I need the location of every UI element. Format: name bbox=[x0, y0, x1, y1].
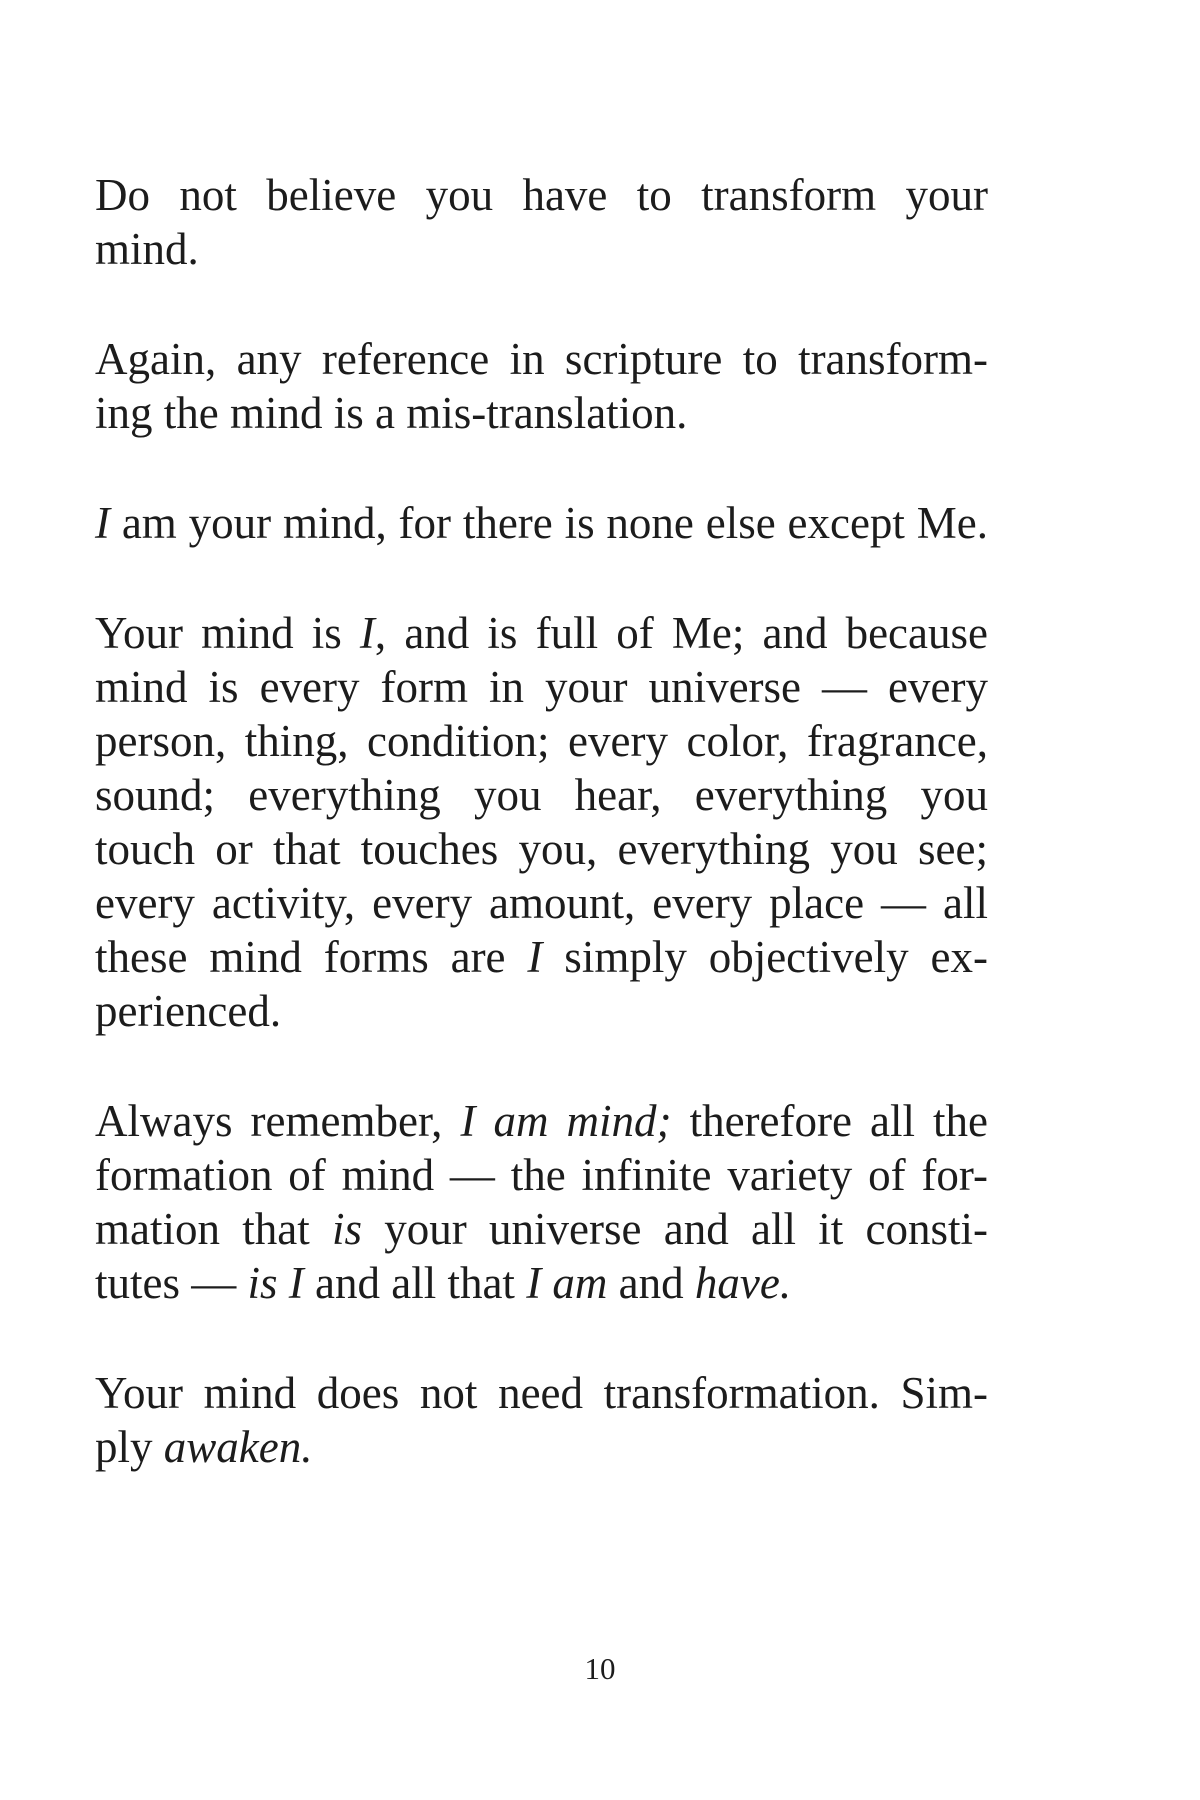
text-segment: mind. bbox=[95, 224, 199, 274]
text-segment: your universe and all it consti- bbox=[362, 1204, 988, 1254]
text-segment: sound; everything you hear, everything you bbox=[95, 770, 988, 820]
text-line bbox=[95, 606, 988, 660]
italic-text: is I bbox=[247, 1258, 304, 1308]
text-segment: simply objectively ex- bbox=[542, 932, 988, 982]
text-segment: therefore all the bbox=[671, 1096, 989, 1146]
text-line bbox=[95, 660, 988, 714]
text-line bbox=[95, 1148, 988, 1202]
text-line bbox=[95, 1420, 988, 1474]
text-segment: formation of mind — the infinite variety of for- bbox=[95, 1150, 988, 1200]
text-segment: these mind forms are bbox=[95, 932, 528, 982]
text-segment: mation that bbox=[95, 1204, 332, 1254]
text-line bbox=[95, 822, 988, 876]
text-line bbox=[95, 1256, 988, 1310]
italic-text: I bbox=[527, 932, 543, 982]
text-segment: tutes — bbox=[95, 1258, 248, 1308]
text-segment: Do not believe you have to transform your bbox=[95, 170, 988, 220]
italic-text: have. bbox=[694, 1258, 792, 1308]
page-body bbox=[95, 168, 988, 1530]
text-line bbox=[95, 496, 988, 550]
text-segment: mind is every form in your universe — every bbox=[95, 662, 988, 712]
text-line bbox=[95, 768, 988, 822]
page-number: 10 bbox=[584, 1651, 616, 1686]
paragraph bbox=[95, 1094, 988, 1310]
text-line bbox=[95, 984, 988, 1038]
text-segment: , and is full of Me; and because bbox=[374, 608, 988, 658]
text-line bbox=[95, 332, 988, 386]
paragraph bbox=[95, 332, 988, 440]
italic-text: awaken. bbox=[163, 1422, 313, 1472]
paragraph bbox=[95, 168, 988, 276]
text-segment: ply bbox=[95, 1422, 164, 1472]
text-segment: Your mind does not need transformation. Sim- bbox=[95, 1368, 988, 1418]
paragraph bbox=[95, 606, 988, 1038]
text-segment: am your mind, for there is none else except Me. bbox=[110, 498, 988, 548]
text-line bbox=[95, 1202, 988, 1256]
paragraph bbox=[95, 1366, 988, 1474]
italic-text: I am bbox=[526, 1258, 608, 1308]
text-line bbox=[95, 386, 988, 440]
text-segment: touch or that touches you, everything you see; bbox=[95, 824, 988, 874]
italic-text: I bbox=[359, 608, 375, 658]
text-segment: every activity, every amount, every place — all bbox=[95, 878, 988, 928]
text-line bbox=[95, 930, 988, 984]
text-segment: and bbox=[607, 1258, 695, 1308]
text-line bbox=[95, 1366, 988, 1420]
italic-text: is bbox=[332, 1204, 363, 1254]
text-segment: ing the mind is a mis-translation. bbox=[95, 388, 688, 438]
italic-text: I bbox=[95, 498, 110, 548]
text-segment: perienced. bbox=[95, 986, 282, 1036]
text-segment: Again, any reference in scripture to transform- bbox=[95, 334, 988, 384]
text-line bbox=[95, 168, 988, 222]
text-segment: Always remember, bbox=[95, 1096, 461, 1146]
text-line bbox=[95, 222, 988, 276]
text-segment: person, thing, condition; every color, fragrance, bbox=[95, 716, 988, 766]
text-line bbox=[95, 714, 988, 768]
italic-text: I am mind; bbox=[460, 1096, 672, 1146]
text-segment: Your mind is bbox=[95, 608, 360, 658]
paragraph bbox=[95, 496, 988, 550]
text-line bbox=[95, 1094, 988, 1148]
text-line bbox=[95, 876, 988, 930]
text-segment: and all that bbox=[303, 1258, 527, 1308]
